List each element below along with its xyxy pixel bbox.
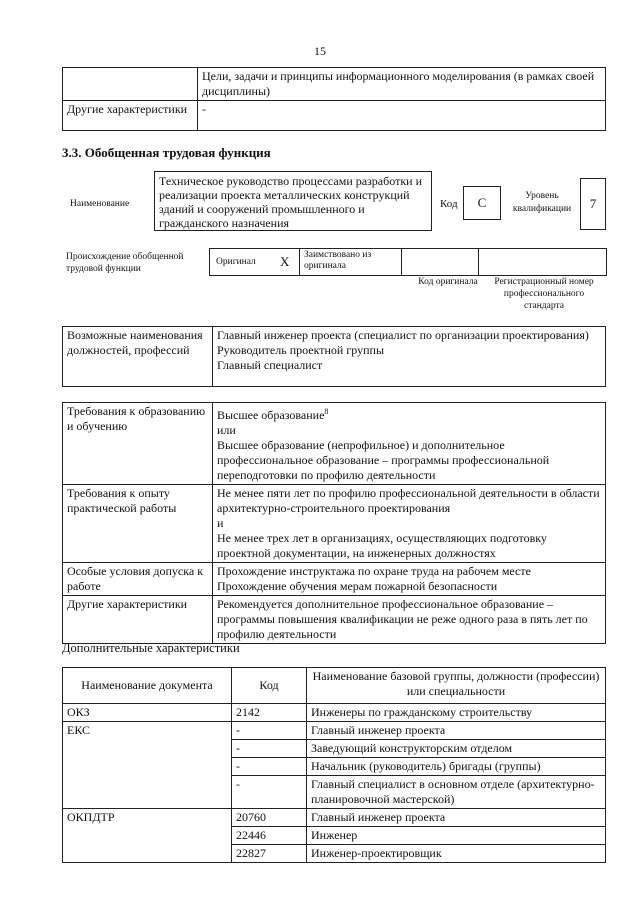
code-cell: - — [232, 758, 307, 776]
name-cell: Заведующий конструкторским отделом — [307, 740, 606, 758]
original-label: Оригинал — [216, 257, 256, 267]
name-label: Наименование — [70, 199, 130, 209]
name-cell: Инженеры по гражданскому строительству — [307, 704, 606, 722]
table-row — [63, 722, 606, 740]
column-header: Наименование базовой группы, должности (профессии) или специальности — [307, 668, 606, 704]
code-cell: - — [232, 776, 307, 809]
top-table-value: - — [198, 101, 606, 131]
requirement-value: Прохождение инструктажа по охране труда на рабочем месте Прохождение обучения мерам пожарной безопасности — [213, 563, 606, 596]
divider — [299, 249, 300, 275]
origin-label: Происхождение обобщенной трудовой функции — [66, 252, 184, 274]
code-original-caption: Код оригинала — [418, 277, 478, 287]
borrowed-label: Заимствовано из оригинала — [304, 250, 372, 271]
page-number: 15 — [314, 44, 326, 58]
divider — [478, 249, 479, 275]
divider — [401, 249, 402, 275]
name-cell: Инженер-проектировщик — [307, 845, 606, 863]
code-value: С — [463, 186, 501, 220]
doc-cell: ОКПДТР — [63, 809, 232, 863]
name-cell: Главный инженер проекта — [307, 809, 606, 827]
name-cell: Главный специалист в основном отделе (архитектурно-планировочной мастерской) — [307, 776, 606, 809]
requirement-label: Особые условия допуска к работе — [63, 563, 213, 596]
section-title: 3.3. Обобщенная трудовая функция — [62, 145, 271, 160]
name-cell: Начальник (руководитель) бригады (группы) — [307, 758, 606, 776]
positions-table — [62, 326, 606, 387]
positions-values: Главный инженер проекта (специалист по организации проектирования) Руководитель проектной группы Главный специалист — [213, 327, 606, 387]
requirement-value: Не менее пяти лет по профилю профессиональной деятельности в области архитектурно-строительного проектирования и Не менее трех лет в организациях, осуществляющих подготовку проектной документации, на инженерных должностях — [213, 485, 606, 563]
code-cell: - — [232, 722, 307, 740]
requirement-value: Высшее образование$^8$ или Высшее образование (непрофильное) и дополнительное профессиональное образование – программы профессиональной переподготовки по профилю деятельности — [213, 403, 606, 485]
extra-title: Дополнительные характеристики — [62, 641, 240, 655]
code-cell: 22827 — [232, 845, 307, 863]
level-value: 7 — [580, 178, 606, 230]
origin-box — [209, 248, 607, 276]
level-label: Уровень квалификации — [512, 191, 572, 214]
requirement-label: Требования к опыту практической работы — [63, 485, 213, 563]
doc-cell: ЕКС — [63, 722, 232, 809]
table-row — [63, 809, 606, 827]
function-name: Техническое руководство процессами разработки и реализации проекта металлических конструкций зданий и сооружений промышленного и гражданского назначения — [154, 171, 432, 231]
doc-cell: ОКЗ — [63, 704, 232, 722]
original-mark: X — [280, 254, 290, 269]
column-header: Наименование документа — [63, 668, 232, 704]
positions-label: Возможные наименования должностей, профессий — [63, 327, 213, 387]
requirement-label: Другие характеристики — [63, 596, 213, 644]
requirement-label: Требования к образованию и обучению — [63, 403, 213, 485]
code-cell: - — [232, 740, 307, 758]
code-cell: 20760 — [232, 809, 307, 827]
code-cell: 22446 — [232, 827, 307, 845]
reg-number-caption: Регистрационный номер профессионального стандарта — [494, 277, 594, 311]
column-header: Код — [232, 668, 307, 704]
requirement-value: Рекомендуется дополнительное профессиональное образование – программы повышения квалификации не реже одного раза в пять лет по профилю деятельности — [213, 596, 606, 644]
top-table-label: Другие характеристики — [63, 101, 198, 131]
requirements-table — [62, 402, 606, 644]
extra-table — [62, 667, 606, 863]
code-label: Код — [440, 198, 458, 210]
top-table — [62, 67, 606, 131]
name-cell: Инженер — [307, 827, 606, 845]
top-table-value: Цели, задачи и принципы информационного моделирования (в рамках своей дисциплины) — [198, 68, 606, 101]
table-row — [63, 704, 606, 722]
code-cell: 2142 — [232, 704, 307, 722]
name-cell: Главный инженер проекта — [307, 722, 606, 740]
